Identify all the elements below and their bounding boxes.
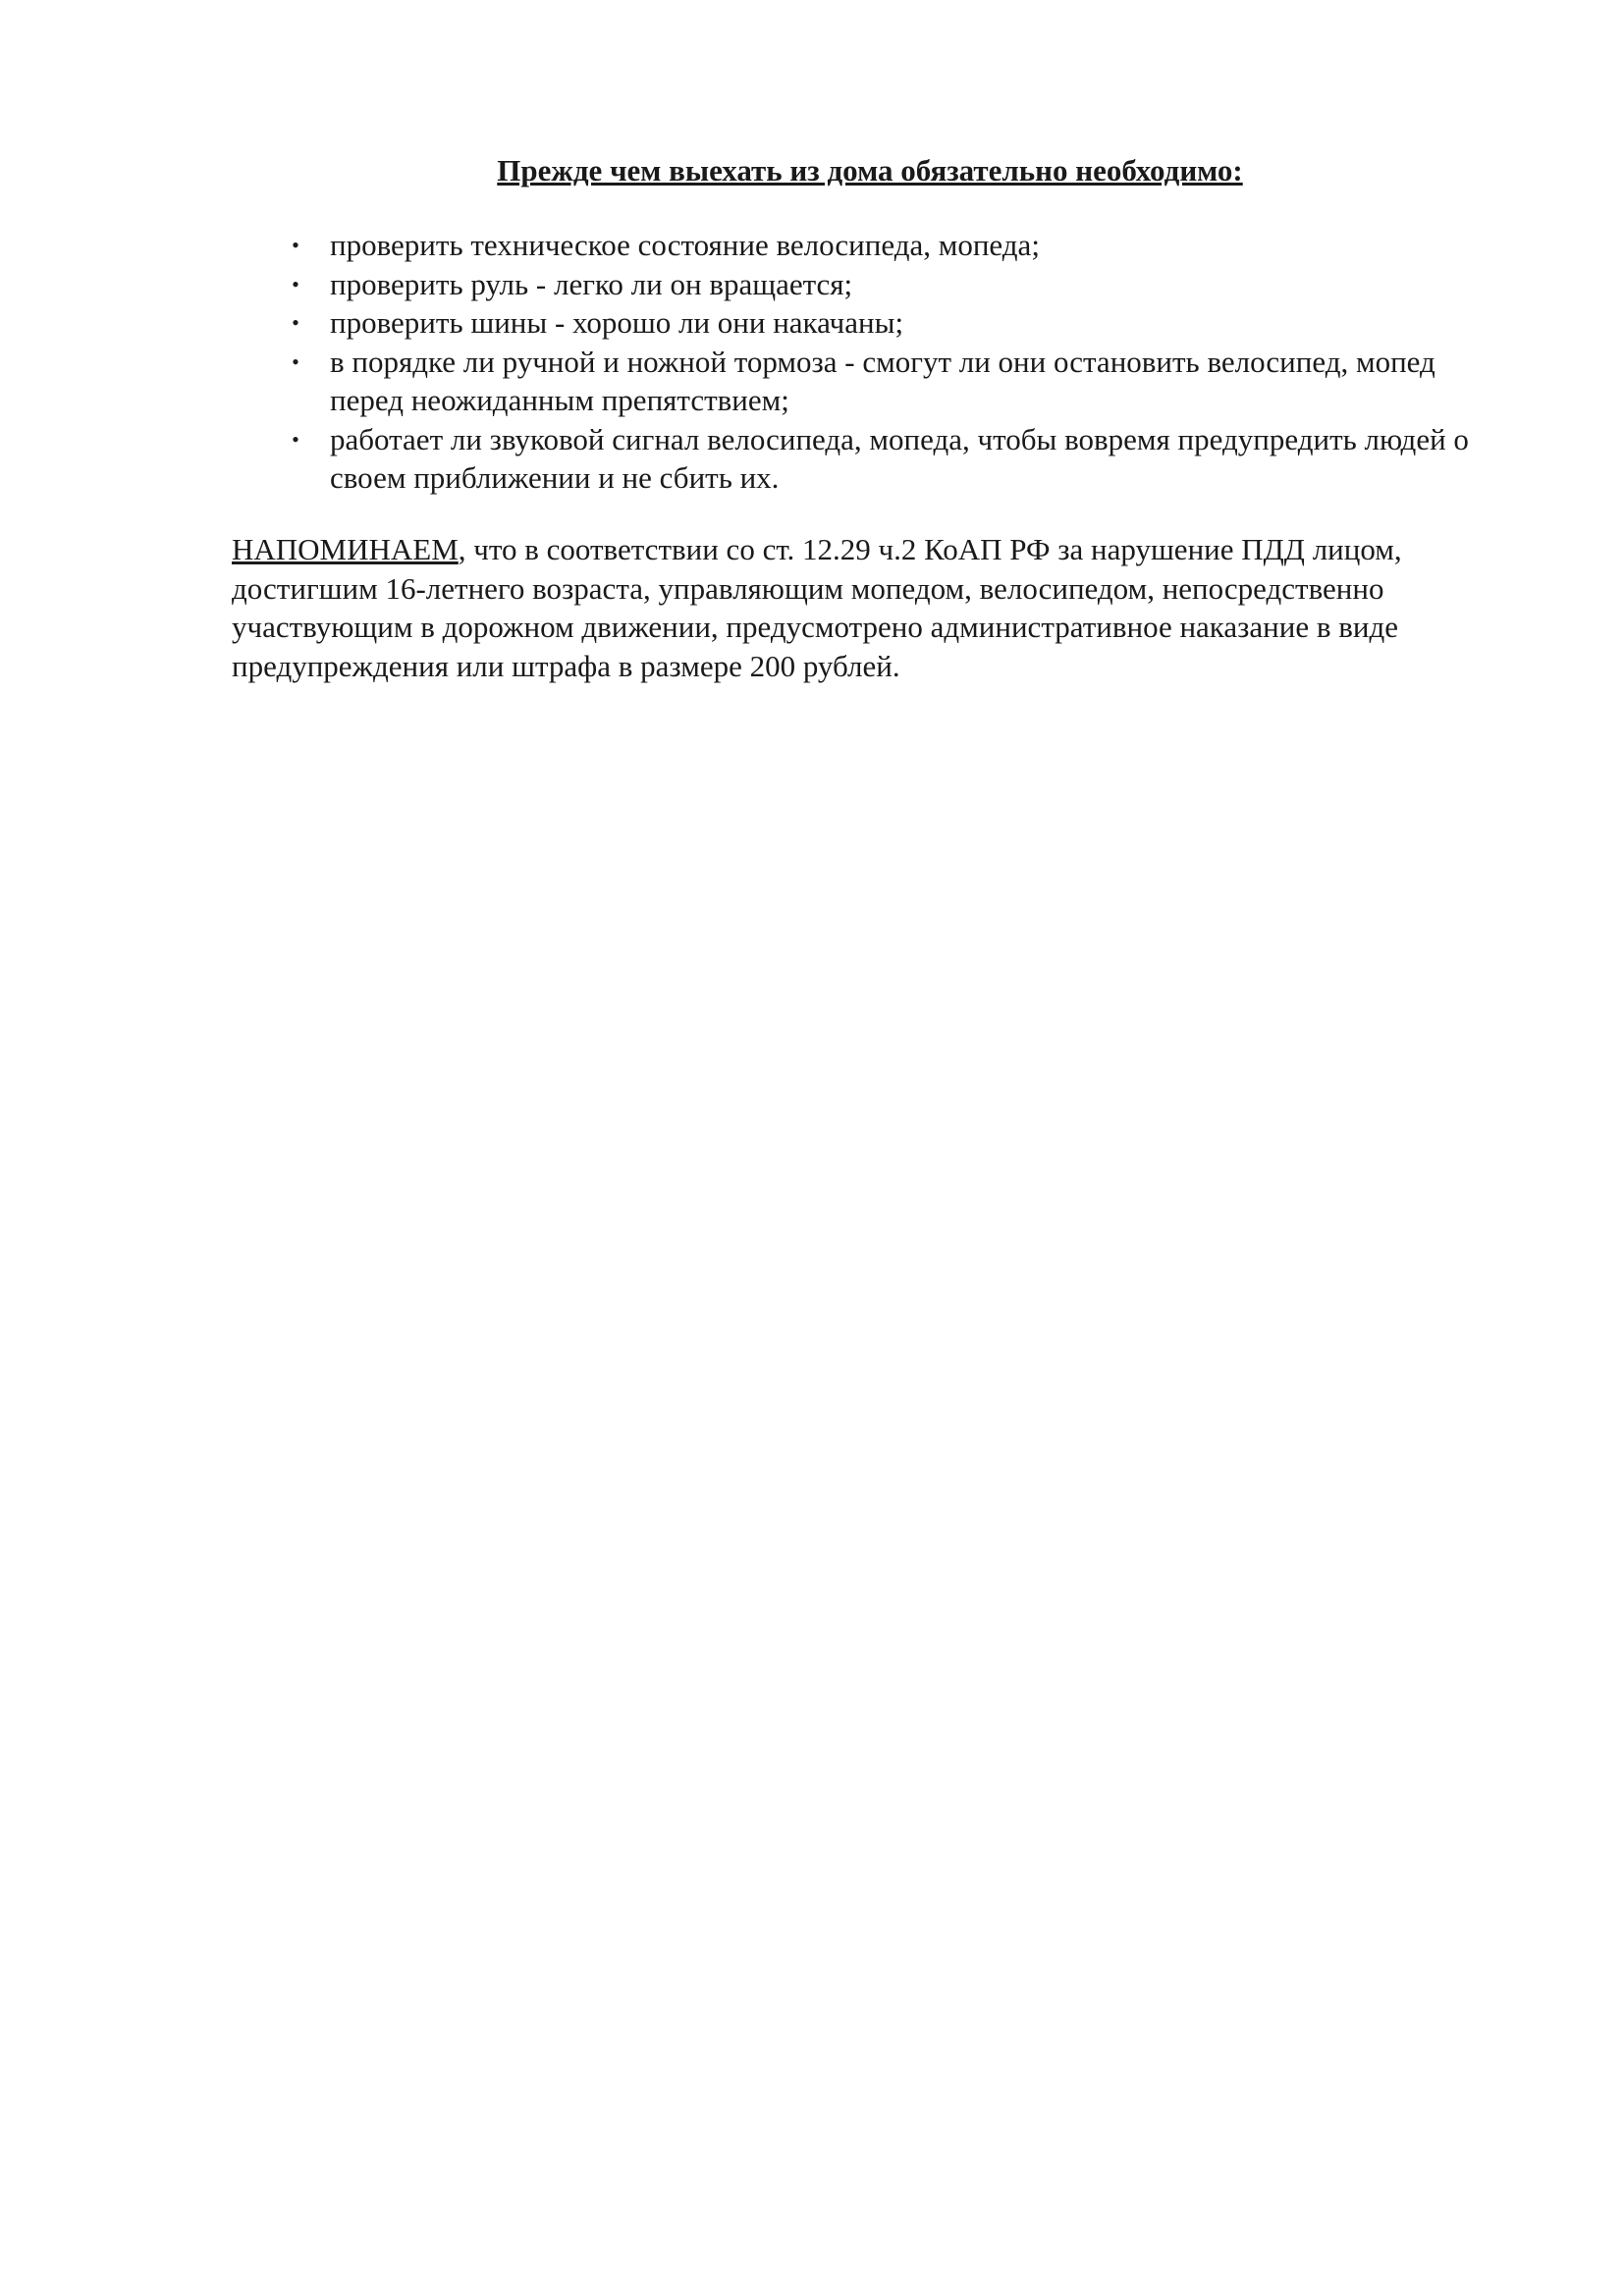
bullet-icon: •	[292, 310, 299, 335]
bullet-icon: •	[292, 426, 299, 452]
bullet-icon: •	[292, 271, 299, 296]
list-item	[292, 226, 1508, 265]
list-item-text: проверить техническое состояние велосипеда, мопеда;	[330, 228, 1040, 262]
reminder-text: , что в соответствии со ст. 12.29 ч.2 КоАП РФ за нарушение ПДД лицом, достигшим 16-летнего возраста, управляющим мопедом, велосипедом, непосредственно участвующим в дорожном движении, предусмотрено административное наказание в виде предупреждения или штрафа в размере 200 рублей.	[232, 532, 1402, 683]
list-item	[292, 265, 1508, 304]
bullet-icon: •	[292, 348, 299, 374]
document-heading: Прежде чем выехать из дома обязательно необходимо:	[497, 153, 1243, 187]
list-item-text: работает ли звуковой сигнал велосипеда, мопеда, чтобы вовремя предупредить людей о своем приближении и не сбить их.	[330, 421, 1469, 495]
list-item-text: проверить шины - хорошо ли они накачаны;	[330, 305, 904, 340]
list-item-text: в порядке ли ручной и ножной тормоза - смогут ли они остановить велосипед, мопед перед неожиданным препятствием;	[330, 344, 1435, 417]
list-item-text: проверить руль - легко ли он вращается;	[330, 266, 853, 301]
list-item	[292, 420, 1508, 498]
reminder-keyword: НАПОМИНАЕМ	[232, 532, 459, 566]
checklist	[292, 226, 1508, 498]
bullet-icon: •	[292, 233, 299, 257]
reminder-paragraph	[232, 530, 1518, 685]
list-item	[292, 303, 1508, 343]
list-item	[292, 343, 1508, 420]
